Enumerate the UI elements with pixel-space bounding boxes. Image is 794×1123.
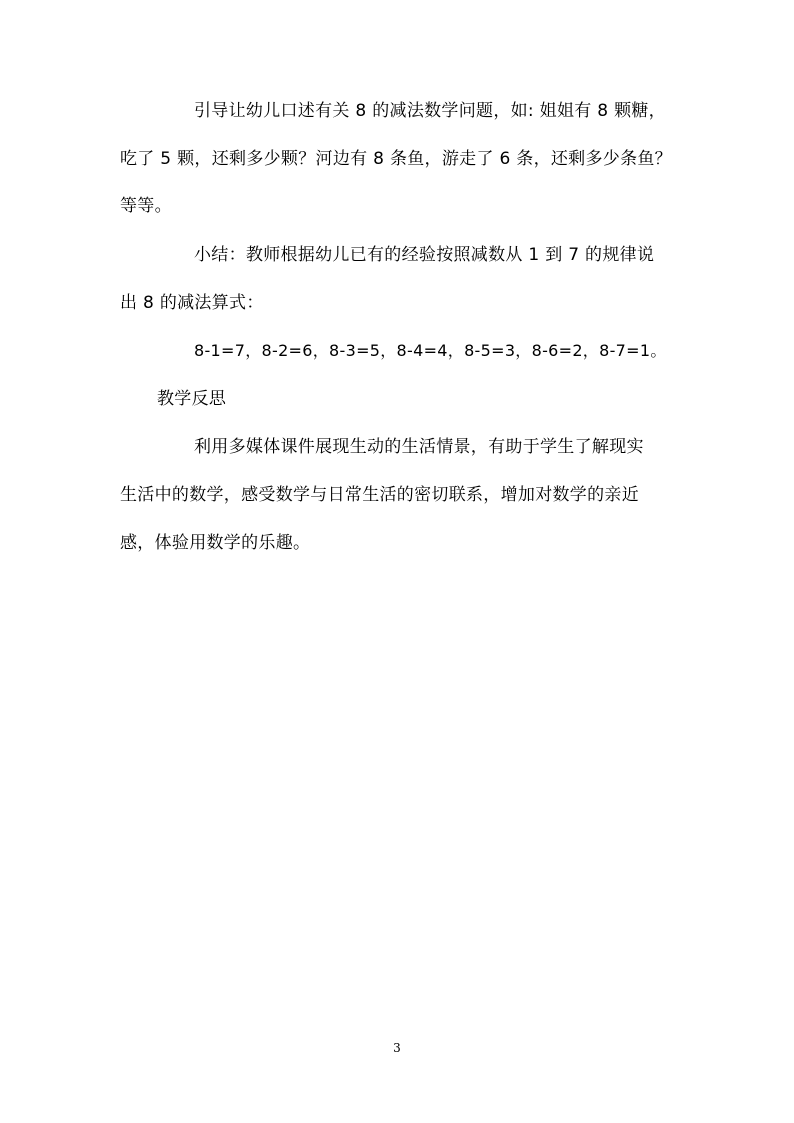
paragraph-1-line-2: 吃了 5 颗，还剩多少颗？河边有 8 条鱼，游走了 6 条，还剩多少条鱼？ — [120, 149, 672, 169]
reflection-line-1: 利用多媒体课件展现生动的生活情景，有助于学生了解现实 — [194, 437, 644, 457]
subtraction-equations: 8-1=7，8-2=6，8-3=5，8-4=4，8-5=3，8-6=2，8-7=1。 — [194, 341, 667, 360]
paragraph-1-line-3: 等等。 — [120, 196, 172, 216]
paragraph-2-line-2: 出 8 的减法算式： — [120, 293, 264, 313]
paragraph-1-line-1: 引导让幼儿口述有关 8 的减法数学问题，如: 姐姐有 8 颗糖， — [194, 101, 666, 121]
reflection-line-3: 感，体验用数学的乐趣。 — [120, 533, 311, 553]
reflection-line-2: 生活中的数学，感受数学与日常生活的密切联系，增加对数学的亲近 — [120, 485, 639, 505]
section-heading-teaching-reflection: 教学反思 — [157, 389, 227, 409]
page-number: 3 — [393, 1041, 401, 1055]
paragraph-2-line-1: 小结：教师根据幼儿已有的经验按照减数从 1 到 7 的规律说 — [194, 245, 655, 265]
